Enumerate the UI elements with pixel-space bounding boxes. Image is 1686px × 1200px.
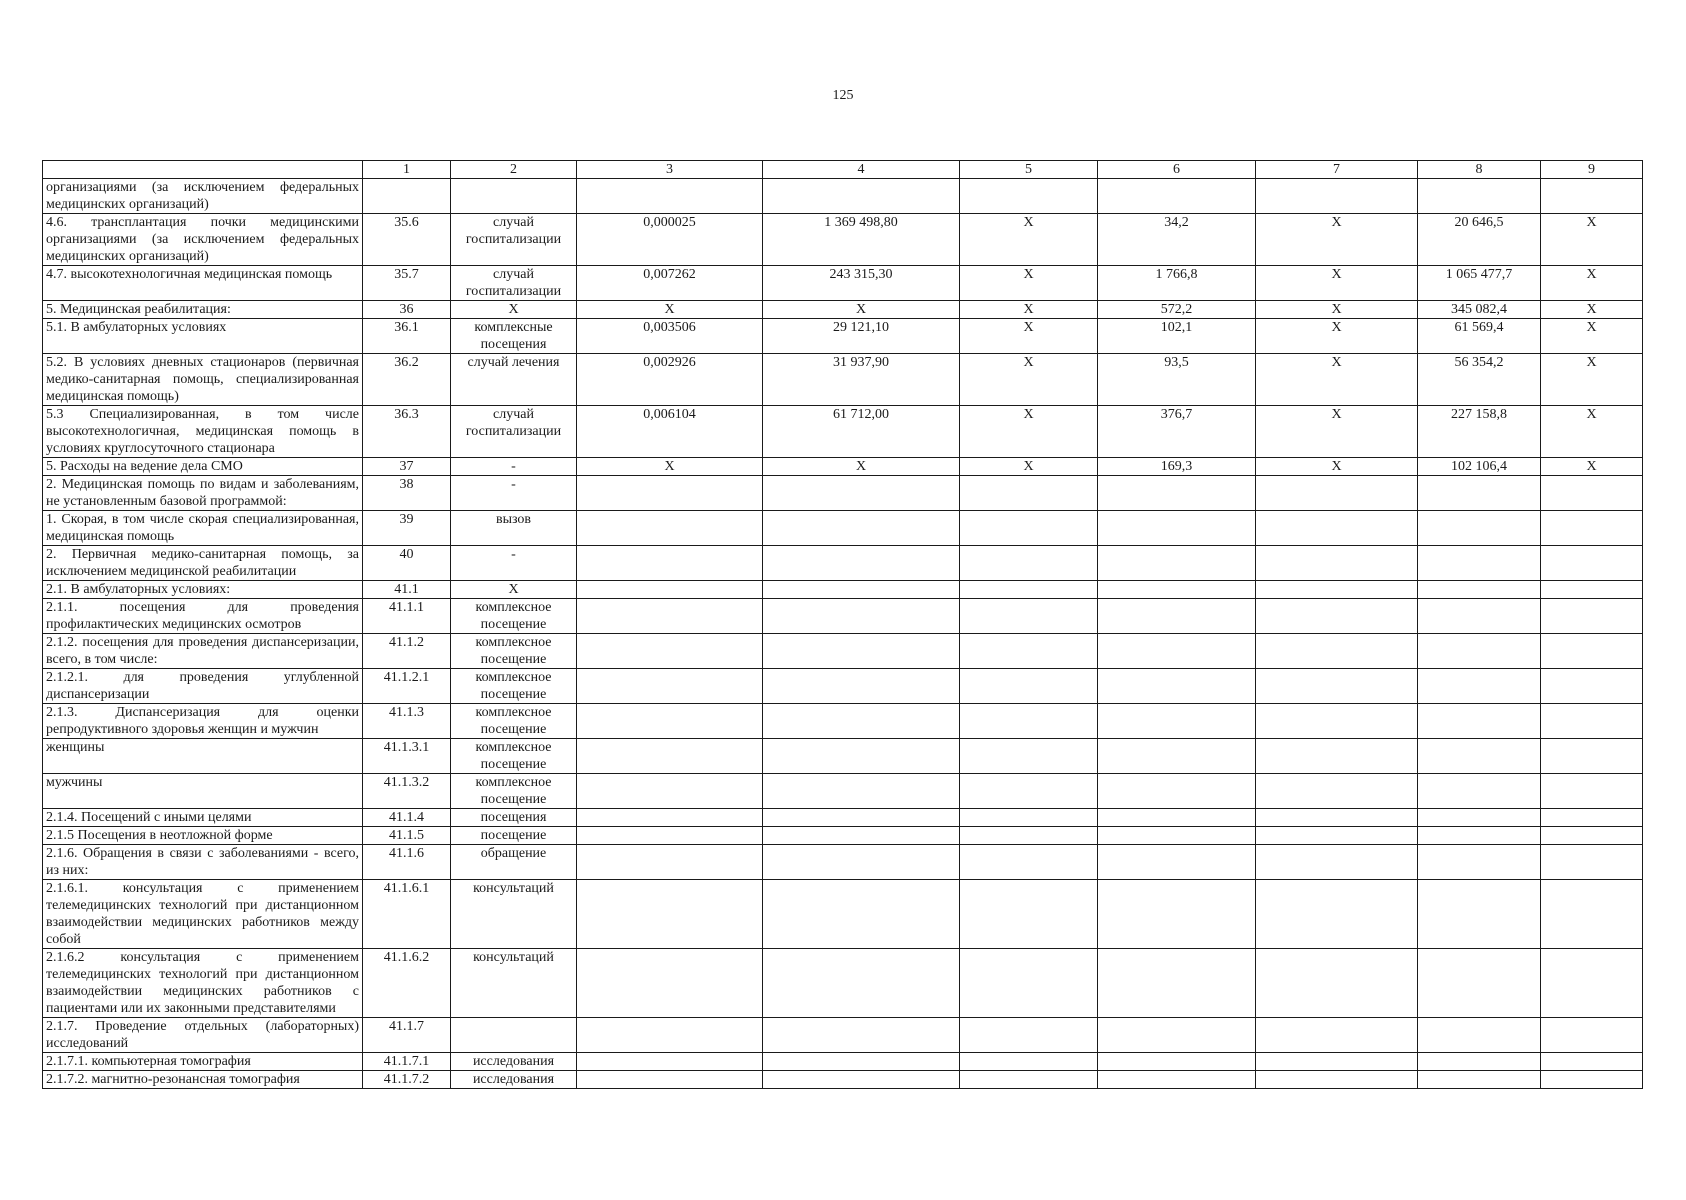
row-col5-cell — [960, 179, 1098, 214]
header-cell: 1 — [363, 161, 451, 179]
row-col7-cell — [1256, 634, 1418, 669]
row-code-cell: 41.1.7 — [363, 1018, 451, 1053]
row-col8-cell — [1418, 1071, 1541, 1089]
row-name-cell: 5.1. В амбулаторных условиях — [43, 319, 363, 354]
table-row — [43, 1053, 1643, 1071]
row-col6-cell — [1098, 845, 1256, 880]
row-name-cell: 2.1.1. посещения для проведения профилактических медицинских осмотров — [43, 599, 363, 634]
row-code-cell: 36.1 — [363, 319, 451, 354]
row-col5-cell: X — [960, 458, 1098, 476]
row-col6-cell — [1098, 546, 1256, 581]
row-col6-cell: 34,2 — [1098, 214, 1256, 266]
row-col9-cell — [1541, 179, 1643, 214]
row-col9-cell: X — [1541, 266, 1643, 301]
row-col3-cell — [577, 809, 763, 827]
row-col9-cell — [1541, 1053, 1643, 1071]
row-col4-cell — [763, 511, 960, 546]
row-col6-cell — [1098, 476, 1256, 511]
header-cell: 4 — [763, 161, 960, 179]
row-col8-cell — [1418, 827, 1541, 845]
row-col6-cell — [1098, 634, 1256, 669]
row-col7-cell: X — [1256, 301, 1418, 319]
row-col3-cell — [577, 739, 763, 774]
row-col9-cell: X — [1541, 301, 1643, 319]
row-col5-cell — [960, 599, 1098, 634]
row-unit-cell: вызов — [451, 511, 577, 546]
row-col8-cell — [1418, 845, 1541, 880]
row-col3-cell — [577, 1018, 763, 1053]
table-row — [43, 179, 1643, 214]
row-col8-cell: 1 065 477,7 — [1418, 266, 1541, 301]
row-col6-cell — [1098, 1053, 1256, 1071]
header-cell: 6 — [1098, 161, 1256, 179]
row-col4-cell: 31 937,90 — [763, 354, 960, 406]
row-col9-cell — [1541, 546, 1643, 581]
header-cell: 5 — [960, 161, 1098, 179]
row-col5-cell: X — [960, 354, 1098, 406]
row-col7-cell — [1256, 739, 1418, 774]
row-col7-cell: X — [1256, 214, 1418, 266]
row-col3-cell — [577, 546, 763, 581]
row-col9-cell — [1541, 949, 1643, 1018]
row-name-cell: 5.2. В условиях дневных стационаров (первичная медико-санитарная помощь, специализированная медицинская помощь) — [43, 354, 363, 406]
row-col7-cell — [1256, 581, 1418, 599]
row-col9-cell: X — [1541, 319, 1643, 354]
row-col6-cell — [1098, 669, 1256, 704]
row-unit-cell: комплексное посещение — [451, 739, 577, 774]
row-code-cell: 41.1.6.2 — [363, 949, 451, 1018]
row-col6-cell — [1098, 880, 1256, 949]
row-col8-cell — [1418, 1018, 1541, 1053]
row-col5-cell — [960, 774, 1098, 809]
row-col7-cell — [1256, 599, 1418, 634]
row-unit-cell: случай госпитализации — [451, 406, 577, 458]
row-col5-cell — [960, 634, 1098, 669]
row-col5-cell — [960, 1071, 1098, 1089]
row-col5-cell — [960, 546, 1098, 581]
row-col4-cell — [763, 949, 960, 1018]
row-col5-cell — [960, 827, 1098, 845]
row-unit-cell: комплексное посещение — [451, 599, 577, 634]
row-col8-cell — [1418, 179, 1541, 214]
row-col8-cell — [1418, 599, 1541, 634]
row-col4-cell — [763, 809, 960, 827]
row-col8-cell — [1418, 476, 1541, 511]
row-col4-cell — [763, 739, 960, 774]
table-row — [43, 1071, 1643, 1089]
row-col6-cell — [1098, 949, 1256, 1018]
table-row — [43, 266, 1643, 301]
row-col4-cell: 29 121,10 — [763, 319, 960, 354]
row-col4-cell: X — [763, 458, 960, 476]
row-code-cell: 37 — [363, 458, 451, 476]
row-unit-cell: консультаций — [451, 949, 577, 1018]
row-col7-cell — [1256, 179, 1418, 214]
row-col5-cell — [960, 704, 1098, 739]
row-col4-cell — [763, 845, 960, 880]
row-name-cell: 4.6. трансплантация почки медицинскими организациями (за исключением федеральных медицинских организаций) — [43, 214, 363, 266]
row-unit-cell: посещение — [451, 827, 577, 845]
row-col6-cell — [1098, 179, 1256, 214]
row-col8-cell: 20 646,5 — [1418, 214, 1541, 266]
row-col3-cell — [577, 581, 763, 599]
row-col4-cell — [763, 599, 960, 634]
row-unit-cell: комплексное посещение — [451, 634, 577, 669]
row-unit-cell: обращение — [451, 845, 577, 880]
row-col5-cell — [960, 809, 1098, 827]
table-row — [43, 214, 1643, 266]
row-col5-cell — [960, 845, 1098, 880]
row-col7-cell — [1256, 880, 1418, 949]
row-col7-cell — [1256, 774, 1418, 809]
row-col8-cell — [1418, 634, 1541, 669]
row-col4-cell — [763, 704, 960, 739]
row-code-cell: 41.1.2 — [363, 634, 451, 669]
row-col9-cell: X — [1541, 354, 1643, 406]
row-col7-cell — [1256, 669, 1418, 704]
row-col8-cell — [1418, 546, 1541, 581]
row-col6-cell: 1 766,8 — [1098, 266, 1256, 301]
row-unit-cell: посещения — [451, 809, 577, 827]
row-code-cell: 41.1.2.1 — [363, 669, 451, 704]
row-unit-cell: комплексное посещение — [451, 774, 577, 809]
row-col6-cell: 169,3 — [1098, 458, 1256, 476]
row-name-cell: 1. Скорая, в том числе скорая специализированная, медицинская помощь — [43, 511, 363, 546]
row-col4-cell — [763, 581, 960, 599]
row-unit-cell: - — [451, 476, 577, 511]
row-col4-cell — [763, 634, 960, 669]
row-col8-cell: 56 354,2 — [1418, 354, 1541, 406]
table-row — [43, 319, 1643, 354]
row-col4-cell — [763, 476, 960, 511]
row-code-cell: 40 — [363, 546, 451, 581]
header-cell: 3 — [577, 161, 763, 179]
row-col3-cell — [577, 634, 763, 669]
table-row — [43, 599, 1643, 634]
row-col9-cell: X — [1541, 406, 1643, 458]
row-col9-cell — [1541, 511, 1643, 546]
row-col4-cell: 243 315,30 — [763, 266, 960, 301]
row-col6-cell — [1098, 581, 1256, 599]
row-col8-cell: 102 106,4 — [1418, 458, 1541, 476]
row-col5-cell: X — [960, 266, 1098, 301]
row-name-cell: 5. Медицинская реабилитация: — [43, 301, 363, 319]
row-col7-cell — [1256, 949, 1418, 1018]
row-name-cell: организациями (за исключением федеральных медицинских организаций) — [43, 179, 363, 214]
row-col5-cell — [960, 1018, 1098, 1053]
row-col6-cell: 102,1 — [1098, 319, 1256, 354]
row-col3-cell — [577, 476, 763, 511]
row-name-cell: 4.7. высокотехнологичная медицинская помощь — [43, 266, 363, 301]
row-col6-cell: 376,7 — [1098, 406, 1256, 458]
table-row — [43, 634, 1643, 669]
row-code-cell: 41.1.3.1 — [363, 739, 451, 774]
row-col6-cell — [1098, 1018, 1256, 1053]
row-col4-cell: X — [763, 301, 960, 319]
row-name-cell: 5.3 Специализированная, в том числе высокотехнологичная, медицинская помощь в условиях круглосуточного стационара — [43, 406, 363, 458]
row-col3-cell: 0,002926 — [577, 354, 763, 406]
row-col8-cell — [1418, 669, 1541, 704]
row-col3-cell — [577, 179, 763, 214]
row-col8-cell: 345 082,4 — [1418, 301, 1541, 319]
row-col4-cell — [763, 880, 960, 949]
row-col4-cell — [763, 1071, 960, 1089]
row-col3-cell: X — [577, 458, 763, 476]
row-unit-cell: консультаций — [451, 880, 577, 949]
row-col3-cell — [577, 669, 763, 704]
row-col5-cell: X — [960, 319, 1098, 354]
row-col7-cell — [1256, 704, 1418, 739]
row-col6-cell — [1098, 511, 1256, 546]
row-unit-cell: случай госпитализации — [451, 266, 577, 301]
row-col5-cell — [960, 581, 1098, 599]
row-col4-cell: 1 369 498,80 — [763, 214, 960, 266]
row-code-cell: 41.1.5 — [363, 827, 451, 845]
table-row — [43, 458, 1643, 476]
table-row — [43, 406, 1643, 458]
row-col3-cell — [577, 845, 763, 880]
row-code-cell: 41.1.6.1 — [363, 880, 451, 949]
row-col4-cell — [763, 1053, 960, 1071]
row-code-cell: 35.6 — [363, 214, 451, 266]
row-col8-cell — [1418, 704, 1541, 739]
row-unit-cell — [451, 1018, 577, 1053]
row-unit-cell: комплексное посещение — [451, 669, 577, 704]
row-col8-cell — [1418, 774, 1541, 809]
row-code-cell: 41.1.1 — [363, 599, 451, 634]
row-unit-cell: комплексное посещение — [451, 704, 577, 739]
row-col3-cell: 0,006104 — [577, 406, 763, 458]
row-col6-cell: 93,5 — [1098, 354, 1256, 406]
row-unit-cell: случай госпитализации — [451, 214, 577, 266]
row-col7-cell: X — [1256, 354, 1418, 406]
row-col8-cell — [1418, 880, 1541, 949]
row-col3-cell — [577, 1053, 763, 1071]
row-col5-cell: X — [960, 301, 1098, 319]
row-code-cell: 38 — [363, 476, 451, 511]
row-col8-cell — [1418, 809, 1541, 827]
table-row — [43, 845, 1643, 880]
data-table — [42, 160, 1643, 1089]
table-row — [43, 704, 1643, 739]
row-unit-cell: исследования — [451, 1053, 577, 1071]
header-cell: 2 — [451, 161, 577, 179]
row-col3-cell: X — [577, 301, 763, 319]
table-row — [43, 739, 1643, 774]
row-unit-cell: исследования — [451, 1071, 577, 1089]
row-col7-cell: X — [1256, 406, 1418, 458]
table-row — [43, 809, 1643, 827]
row-col6-cell — [1098, 739, 1256, 774]
row-col3-cell — [577, 880, 763, 949]
row-name-cell: 2.1.4. Посещений с иными целями — [43, 809, 363, 827]
row-col3-cell — [577, 704, 763, 739]
row-col3-cell — [577, 511, 763, 546]
row-col8-cell: 227 158,8 — [1418, 406, 1541, 458]
row-col9-cell: X — [1541, 458, 1643, 476]
row-col5-cell: X — [960, 406, 1098, 458]
row-col4-cell: 61 712,00 — [763, 406, 960, 458]
header-cell: 8 — [1418, 161, 1541, 179]
row-name-cell: 2.1.7.2. магнитно-резонансная томография — [43, 1071, 363, 1089]
row-col3-cell: 0,003506 — [577, 319, 763, 354]
row-name-cell: 2.1.6. Обращения в связи с заболеваниями - всего, из них: — [43, 845, 363, 880]
row-name-cell: мужчины — [43, 774, 363, 809]
row-col7-cell — [1256, 1018, 1418, 1053]
row-col8-cell — [1418, 581, 1541, 599]
table-row — [43, 546, 1643, 581]
row-code-cell: 35.7 — [363, 266, 451, 301]
row-code-cell: 39 — [363, 511, 451, 546]
table-row — [43, 827, 1643, 845]
row-col7-cell — [1256, 476, 1418, 511]
row-col5-cell — [960, 1053, 1098, 1071]
table-row — [43, 774, 1643, 809]
row-col7-cell — [1256, 511, 1418, 546]
row-col5-cell — [960, 880, 1098, 949]
row-col9-cell — [1541, 599, 1643, 634]
row-col4-cell — [763, 669, 960, 704]
row-unit-cell: - — [451, 546, 577, 581]
page-number: 125 — [832, 88, 854, 103]
row-col3-cell — [577, 949, 763, 1018]
row-code-cell: 41.1.4 — [363, 809, 451, 827]
row-col7-cell: X — [1256, 458, 1418, 476]
row-col4-cell — [763, 774, 960, 809]
row-code-cell: 41.1.3 — [363, 704, 451, 739]
row-col7-cell — [1256, 845, 1418, 880]
row-col7-cell: X — [1256, 266, 1418, 301]
row-col3-cell — [577, 774, 763, 809]
row-name-cell: 2. Первичная медико-санитарная помощь, за исключением медицинской реабилитации — [43, 546, 363, 581]
row-col9-cell — [1541, 634, 1643, 669]
table-row — [43, 669, 1643, 704]
row-col5-cell — [960, 949, 1098, 1018]
row-code-cell: 41.1.6 — [363, 845, 451, 880]
row-col4-cell — [763, 546, 960, 581]
row-name-cell: 2.1.7. Проведение отдельных (лабораторных) исследований — [43, 1018, 363, 1053]
row-col3-cell — [577, 599, 763, 634]
row-code-cell: 36 — [363, 301, 451, 319]
row-col7-cell: X — [1256, 319, 1418, 354]
table-row — [43, 301, 1643, 319]
row-name-cell: 2.1.5 Посещения в неотложной форме — [43, 827, 363, 845]
row-col3-cell — [577, 827, 763, 845]
row-unit-cell: X — [451, 301, 577, 319]
row-name-cell: 2. Медицинская помощь по видам и заболеваниям, не установленным базовой программой: — [43, 476, 363, 511]
row-col7-cell — [1256, 827, 1418, 845]
row-col3-cell: 0,007262 — [577, 266, 763, 301]
header-row — [43, 161, 1643, 179]
row-code-cell: 36.3 — [363, 406, 451, 458]
row-col7-cell — [1256, 1053, 1418, 1071]
row-name-cell: 2.1. В амбулаторных условиях: — [43, 581, 363, 599]
row-col9-cell — [1541, 669, 1643, 704]
row-col6-cell: 572,2 — [1098, 301, 1256, 319]
row-col9-cell — [1541, 1018, 1643, 1053]
row-col8-cell — [1418, 511, 1541, 546]
row-name-cell: 5. Расходы на ведение дела СМО — [43, 458, 363, 476]
row-col8-cell — [1418, 949, 1541, 1018]
row-col9-cell — [1541, 880, 1643, 949]
row-col7-cell — [1256, 546, 1418, 581]
row-col9-cell — [1541, 1071, 1643, 1089]
row-col8-cell — [1418, 739, 1541, 774]
row-name-cell: 2.1.6.1. консультация с применением телемедицинских технологий при дистанционном взаимодействии медицинских работников между собой — [43, 880, 363, 949]
table-row — [43, 949, 1643, 1018]
row-col9-cell — [1541, 809, 1643, 827]
row-unit-cell: комплексные посещения — [451, 319, 577, 354]
row-col4-cell — [763, 1018, 960, 1053]
row-col5-cell — [960, 739, 1098, 774]
header-cell: 7 — [1256, 161, 1418, 179]
table-row — [43, 511, 1643, 546]
table-row — [43, 476, 1643, 511]
row-col6-cell — [1098, 704, 1256, 739]
row-code-cell: 41.1.3.2 — [363, 774, 451, 809]
row-unit-cell: X — [451, 581, 577, 599]
row-col7-cell — [1256, 809, 1418, 827]
table-row — [43, 581, 1643, 599]
row-col6-cell — [1098, 774, 1256, 809]
row-col9-cell: X — [1541, 214, 1643, 266]
row-unit-cell: - — [451, 458, 577, 476]
row-name-cell: 2.1.2.1. для проведения углубленной диспансеризации — [43, 669, 363, 704]
row-col9-cell — [1541, 774, 1643, 809]
row-col5-cell — [960, 669, 1098, 704]
row-unit-cell: случай лечения — [451, 354, 577, 406]
header-cell — [43, 161, 363, 179]
row-col4-cell — [763, 827, 960, 845]
row-col3-cell: 0,000025 — [577, 214, 763, 266]
row-col9-cell — [1541, 739, 1643, 774]
row-name-cell: 2.1.6.2 консультация с применением телемедицинских технологий при дистанционном взаимодействии медицинских работников с пациентами или их законными представителями — [43, 949, 363, 1018]
row-code-cell: 36.2 — [363, 354, 451, 406]
row-col9-cell — [1541, 476, 1643, 511]
row-col5-cell — [960, 476, 1098, 511]
row-col5-cell: X — [960, 214, 1098, 266]
row-col8-cell: 61 569,4 — [1418, 319, 1541, 354]
row-name-cell: 2.1.3. Диспансеризация для оценки репродуктивного здоровья женщин и мужчин — [43, 704, 363, 739]
row-col4-cell — [763, 179, 960, 214]
header-cell: 9 — [1541, 161, 1643, 179]
row-code-cell: 41.1.7.2 — [363, 1071, 451, 1089]
row-name-cell: 2.1.7.1. компьютерная томография — [43, 1053, 363, 1071]
row-col9-cell — [1541, 581, 1643, 599]
row-col6-cell — [1098, 827, 1256, 845]
row-code-cell: 41.1.7.1 — [363, 1053, 451, 1071]
row-col9-cell — [1541, 827, 1643, 845]
row-col6-cell — [1098, 1071, 1256, 1089]
row-col7-cell — [1256, 1071, 1418, 1089]
table-row — [43, 354, 1643, 406]
row-col9-cell — [1541, 704, 1643, 739]
row-name-cell: 2.1.2. посещения для проведения диспансеризации, всего, в том числе: — [43, 634, 363, 669]
row-code-cell: 41.1 — [363, 581, 451, 599]
row-col8-cell — [1418, 1053, 1541, 1071]
row-code-cell — [363, 179, 451, 214]
row-col9-cell — [1541, 845, 1643, 880]
row-col5-cell — [960, 511, 1098, 546]
table-row — [43, 880, 1643, 949]
row-name-cell: женщины — [43, 739, 363, 774]
row-col6-cell — [1098, 809, 1256, 827]
row-col6-cell — [1098, 599, 1256, 634]
table-row — [43, 1018, 1643, 1053]
row-unit-cell — [451, 179, 577, 214]
row-col3-cell — [577, 1071, 763, 1089]
